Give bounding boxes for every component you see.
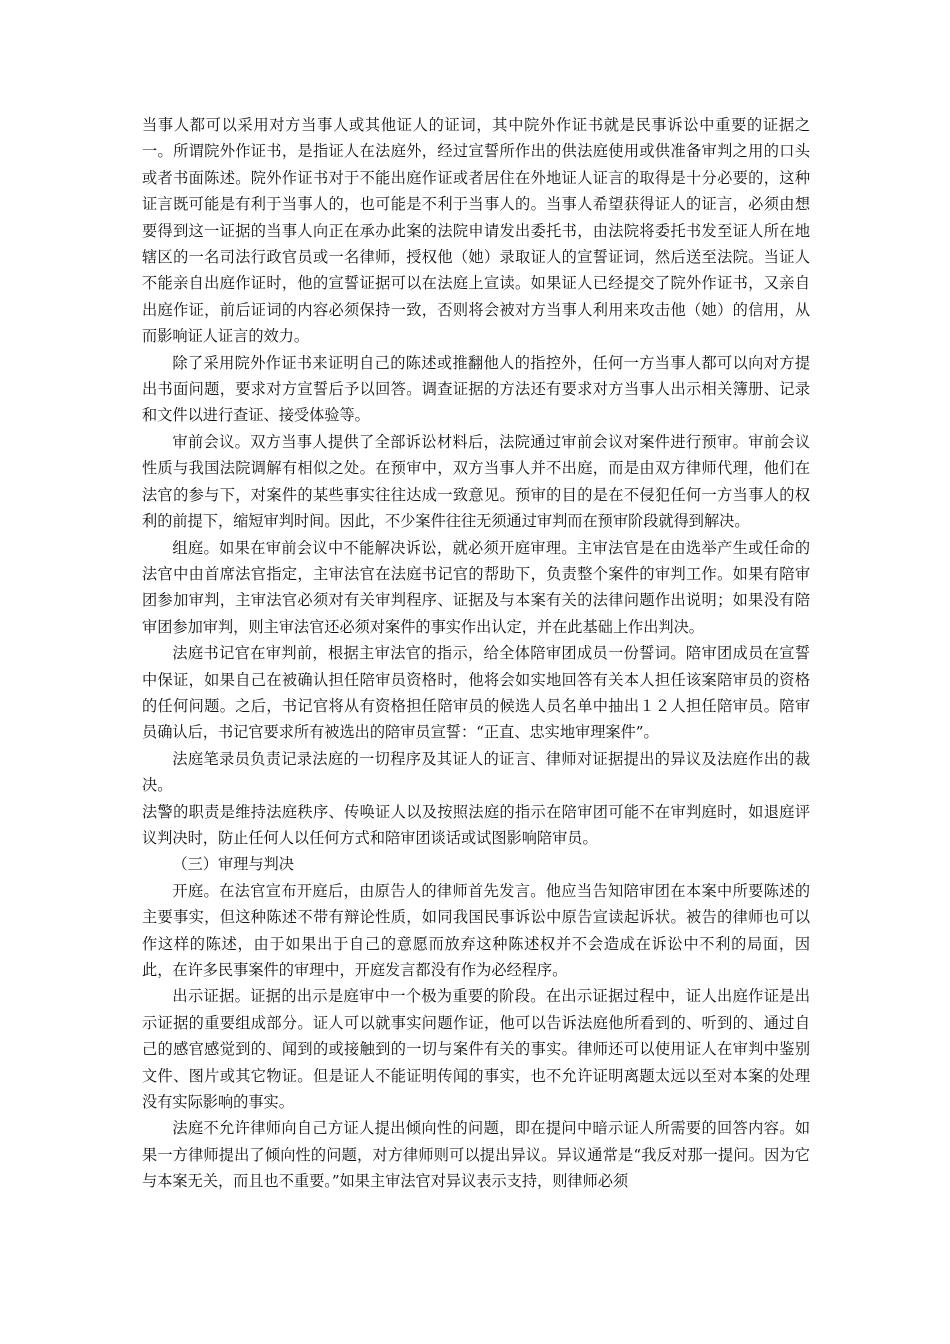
- paragraph-court-reporter: 法庭笔录员负责记录法庭的一切程序及其证人的证言、律师对证据提出的异议及法庭作出的裁决。: [142, 749, 810, 795]
- paragraph-deposition: 当事人都可以采用对方当事人或其他证人的证词，其中院外作证书就是民事诉讼中重要的证据之一。所谓院外作证书，是指证人在法庭外，经过宣誓所作出的供法庭使用或供准备审判之用的口头或者书面陈述。院外作证书对于不能出庭作证或者居住在外地证人证言的取得是十分必要的，这种证言既可能是有利于当事人的，也可能是不利于当事人的。当事人希望获得证人的证言，必须由想要得到这一证据的当事人向正在承办此案的法院申请发出委托书，由法院将委托书发至证人所在地辖区的一名司法行政官员或一名律师，授权他（她）录取证人的宣誓证词，然后送至法院。当证人不能亲自出庭作证时，他的宣誓证据可以在法庭上宣读。如果证人已经提交了院外作证书，又亲自出庭作证，前后证词的内容必须保持一致，否则将会被对方当事人利用来攻击他（她）的信用，从而影响证人证言的效力。: [142, 116, 810, 346]
- document-page: [142, 112, 810, 1195]
- paragraph-leading-questions: 法庭不允许律师向自己方证人提出倾向性的问题，即在提问中暗示证人所需要的回答内容。如果一方律师提出了倾向性的问题，对方律师则可以提出异议。异议通常是“我反对那一提问。因为它与本案无关，而且也不重要。”如果主审法官对异议表示支持，则律师必须: [142, 1119, 810, 1191]
- section-heading: （三）审理与判决: [172, 855, 294, 874]
- paragraph-opening: 开庭。在法官宣布开庭后，由原告人的律师首先发言。他应当告知陪审团在本案中所要陈述的主要事实，但这种陈述不带有辩论性质，如同我国民事诉讼中原告宣读起诉状。被告的律师也可以作这样的陈述，由于如果出于自己的意愿而放弃这种陈述权并不会造成在诉讼中不利的局面，因此，在许多民事案件的审理中，开庭发言都没有作为必经程序。: [142, 881, 810, 979]
- paragraph-court-clerk: 法庭书记官在审判前，根据主审法官的指示，给全体陪审团成员一份誓词。陪审团成员在宣誓中保证，如果自己在被确认担任陪审员资格时，他将会如实地回答有关本人担任该案陪审员的资格的任何问题。之后，书记官将从有资格担任陪审员的候选人员名单中抽出１２人担任陪审员。陪审员确认后，书记官要求所有被选出的陪审员宣誓：“正直、忠实地审理案件”。: [142, 644, 810, 742]
- paragraph-forming-court: 组庭。如果在审前会议中不能解决诉讼，就必须开庭审理。主审法官是在由选举产生或任命的法官中由首席法官指定，主审法官在法庭书记官的帮助下，负责整个案件的审判工作。如果有陪审团参加审判，主审法官必须对有关审判程序、证据及与本案有关的法律问题作出说明；如果没有陪审团参加审判，则主审法官还必须对案件的事实作出认定，并在此基础上作出判决。: [142, 538, 810, 636]
- paragraph-bailiff: 法警的职责是维持法庭秩序、传唤证人以及按照法庭的指示在陪审团可能不在审判庭时，如退庭评议判决时，防止任何人以任何方式和陪审团谈话或试图影响陪审员。: [142, 802, 810, 847]
- paragraph-pretrial-conference: 审前会议。双方当事人提供了全部诉讼材料后，法院通过审前会议对案件进行预审。审前会议性质与我国法院调解有相似之处。在预审中，双方当事人并不出庭，而是由双方律师代理，他们在法官的参与下，对案件的某些事实往往达成一致意见。预审的目的是在不侵犯任何一方当事人的权利的前提下，缩短审判时间。因此，不少案件往往无须通过审判而在预审阶段就得到解决。: [142, 432, 810, 531]
- paragraph-evidence: 出示证据。证据的出示是庭审中一个极为重要的阶段。在出示证据过程中，证人出庭作证是出示证据的重要组成部分。证人可以就事实问题作证，他可以告诉法庭他所看到的、听到的、通过自己的感官感觉到的、闻到的或接触到的一切与案件有关的事实。律师还可以使用证人在审判中鉴别文件、图片或其它物证。但是证人不能证明传闻的事实，也不允许证明离题太远以至对本案的处理没有实际影响的事实。: [142, 987, 810, 1112]
- paragraph-written-questions: 除了采用院外作证书来证明自己的陈述或推翻他人的指控外，任何一方当事人都可以向对方提出书面问题，要求对方宣誓后予以回答。调查证据的方法还有要求对方当事人出示相关簿册、记录和文件以进行查证、接受体验等。: [142, 353, 810, 425]
